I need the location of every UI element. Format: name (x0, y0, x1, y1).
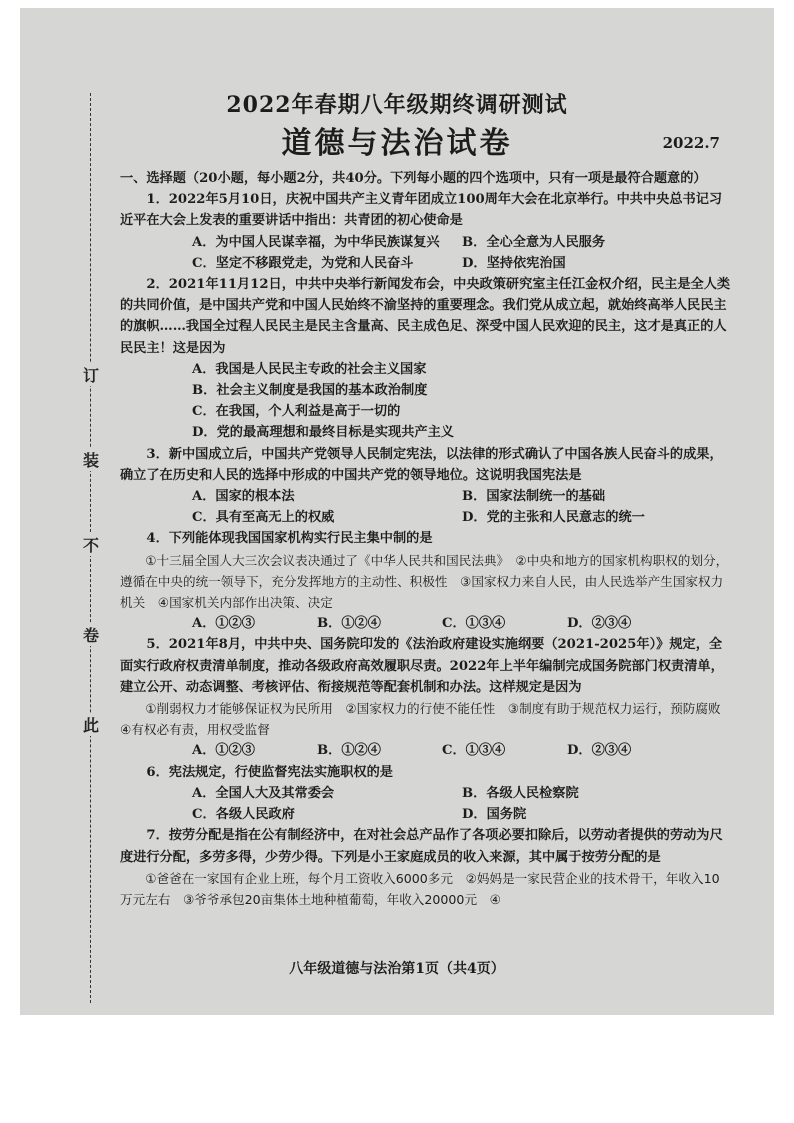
binding-char-ci: 此 (80, 713, 102, 736)
q3-option-a: A．国家的根本法 (192, 489, 295, 505)
q3-options-row1 (120, 486, 732, 507)
q4-stem: 4．下列能体现我国国家机构实行民主集中制的是 (146, 531, 433, 547)
q5-option-d: D．②③④ (567, 743, 632, 759)
q3-options-row2 (120, 507, 732, 528)
q2-stem: 2．2021年11月12日，中共中央举行新闻发布会，中央政策研究室主任江金权介绍，民主是全人类的共同价值，是中国共产党和中国人民始终不渝坚持的重要理念。我们党从成立起，就始终高举人民民主的旗帜……我国全过程人民民主是民主含量高、民主成色足、深受中国人民欢迎的民主，这才是真正的人民民主！这是因为 (120, 277, 731, 356)
q5-option-b: B．①②④ (317, 743, 381, 759)
exam-subject-title: 道德与法治试卷 (281, 126, 513, 161)
q4-option-a: A．①②③ (192, 616, 255, 632)
q6-stem: 6．宪法规定，行使监督宪法实施职权的是 (146, 764, 393, 780)
q5-stem: 5．2021年8月，中共中央、国务院印发的《法治政府建设实施纲要（2021-2025年）》规定，全面实行政府权责清单制度，推动各级政府高效履职尽责。2022年上半年编制完成国务院部门权责清单，建立公开、动态调整、考核评估、衔接规范等配套机制和办法。这样规定是因为 (120, 637, 724, 695)
exam-title: 2022年春期八年级期终调研测试 (226, 92, 568, 118)
q5-option-a: A．①②③ (192, 743, 255, 759)
q3-option-b: B．国家法制统一的基础 (462, 489, 606, 505)
binding-char-bu: 不 (80, 533, 102, 556)
q1-option-a: A．为中国人民谋幸福，为中华民族谋复兴 (192, 234, 440, 250)
page-footer: 八年级道德与法治第1页（共4页） (289, 961, 505, 977)
q4-option-c: C．①③④ (442, 616, 506, 632)
binding-char-zhuang: 装 (80, 448, 102, 471)
q6-options-row2 (120, 804, 732, 825)
q3-option-d: D．党的主张和人民意志的统一 (462, 510, 645, 526)
q6-option-d: D．国务院 (462, 807, 527, 823)
q5-option-c: C．①③④ (442, 743, 506, 759)
section-header: 一、选择题（20小题，每小题2分，共40分。下列每小题的四个选项中，只有一项是最符合题意的） (120, 171, 707, 186)
exam-date: 2022.7 (662, 134, 720, 152)
q6-option-c: C．各级人民政府 (192, 807, 295, 823)
q5-options (120, 740, 732, 761)
q2-option-a: A．我国是人民民主专政的社会主义国家 (192, 361, 427, 377)
q6-option-a: A．全国人大及其常委会 (192, 785, 335, 801)
q1-options-row2 (120, 253, 732, 274)
exam-paper (20, 8, 774, 1015)
q7-material: ①爸爸在一家国有企业上班，每个月工资收入6000多元 ②妈妈是一家民营企业的技术骨干，年收入10万元左右 ③爷爷承包20亩集体土地种植葡萄，年收入20000元 ④ (120, 870, 720, 907)
q4-material: ①十三届全国人大三次会议表决通过了《中华人民共和国民法典》 ②中央和地方的国家机构职权的划分，遵循在中央的统一领导下，充分发挥地方的主动性、积极性 ③国家权力来自人民，由人民选举产生国家权力机关 ④国家机关内部作出决策、决定 (120, 552, 729, 611)
q7-stem: 7．按劳分配是指在公有制经济中，在对社会总产品作了各项必要扣除后，以劳动者提供的劳动为尺度进行分配，多劳多得，少劳少得。下列是小王家庭成员的收入来源，其中属于按劳分配的是 (120, 828, 723, 865)
q1-option-b: B．全心全意为人民服务 (462, 234, 606, 250)
q2-option-c: C．在我国，个人利益是高于一切的 (192, 404, 401, 420)
binding-char-ding: 订 (80, 363, 102, 386)
question-area (120, 168, 732, 910)
q3-stem: 3．新中国成立后，中国共产党领导人民制定宪法，以法律的形式确认了中国各族人民奋斗的成果，确立了在历史和人民的选择中形成的中国共产党的领导地位。这说明我国宪法是 (120, 446, 723, 483)
q6-option-b: B．各级人民检察院 (462, 785, 579, 801)
q2-option-d: D．党的最高理想和最终目标是实现共产主义 (192, 425, 454, 441)
q1-option-c: C．坚定不移跟党走，为党和人民奋斗 (192, 255, 414, 271)
q6-options-row1 (120, 783, 732, 804)
binding-char-juan: 卷 (80, 623, 102, 646)
q1-option-d: D．坚持依宪治国 (462, 255, 566, 271)
q4-option-b: B．①②④ (317, 616, 381, 632)
q4-options (120, 613, 732, 634)
q1-stem: 1．2022年5月10日，庆祝中国共产主义青年团成立100周年大会在北京举行。中共中央总书记习近平在大会上发表的重要讲话中指出：共青团的初心使命是 (120, 192, 723, 229)
q5-material: ①削弱权力才能够保证权为民所用 ②国家权力的行使不能任性 ③制度有助于规范权力运行，预防腐败 ④有权必有责，用权受监督 (120, 701, 734, 738)
q2-option-b: B．社会主义制度是我国的基本政治制度 (192, 383, 428, 399)
q1-options-row1 (120, 232, 732, 253)
q3-option-c: C．具有至高无上的权威 (192, 510, 335, 526)
q4-option-d: D．②③④ (567, 616, 632, 632)
